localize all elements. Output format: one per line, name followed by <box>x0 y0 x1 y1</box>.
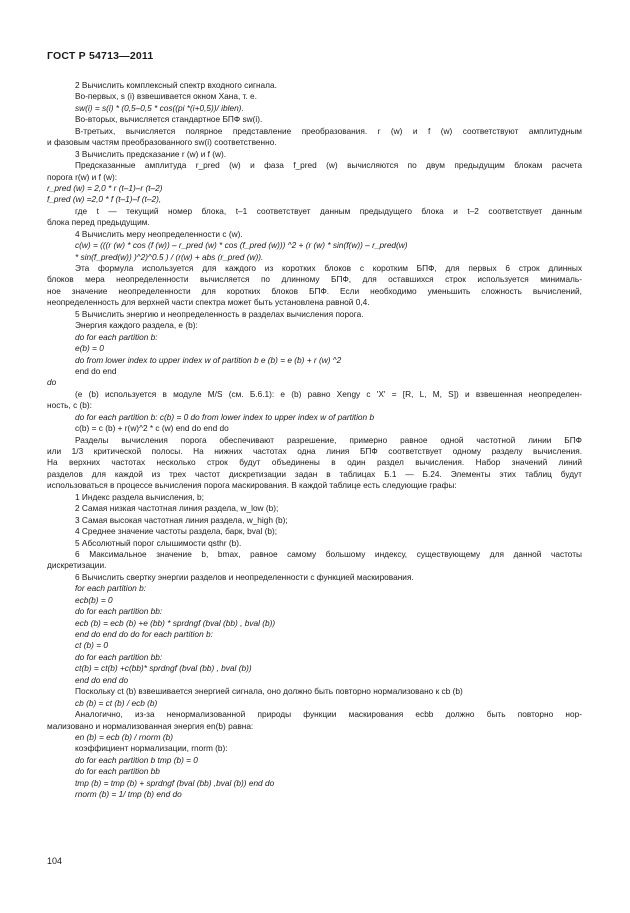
text-line: end do end do do for each partition b: <box>75 629 213 639</box>
text-line: ct(b) = ct(b) +c(bb)* sprdngf (bval (bb) , bval (b)) <box>75 663 252 674</box>
text-line: * sin(f_pred(w)) )^2)^0.5 ) / (r(w) + abs (r_pred (w)). <box>75 251 264 262</box>
text-line: Во-вторых, вычисляется стандартное БПФ sw(i). <box>75 114 263 125</box>
text-line: На верхних частотах несколько строк будут объединены в один раздел вычисления. Набор значений линий <box>47 457 582 468</box>
text-line: sw(i) = s(i) * (0,5–0,5 * cos((pi *(i+0,5))/ iblen). <box>75 102 244 113</box>
text-line: c(w) = (((r (w) * cos (f (w)) – r_pred (w) * cos (f_pred (w))) ^2 + (r (w) * sin(f(w)) – r_pred(w) <box>75 240 408 251</box>
text-line: ecb(b) = 0 <box>75 594 113 605</box>
document-body <box>47 80 582 801</box>
text-line: e(b) = 0 <box>75 343 104 354</box>
text-line: мализовано и нормализованная энергия en(b) равна: <box>47 720 254 731</box>
text-line: do for each partition b tmp (b) = 0 <box>75 754 198 765</box>
text-line: 4 Вычислить меру неопределенности c (w). <box>75 228 243 239</box>
text-line: (e (b) используется в модуле M/S (см. Б.6.1): e (b) равно Xengy с 'X' = [R, L, M, S]) и взвешенная неопределен- <box>75 388 582 399</box>
text-line: Разделы вычисления порога обеспечивают разрешение, примерно равное одной частотной линии БПФ <box>75 434 582 445</box>
text-line: 1 Индекс раздела вычисления, b; <box>75 491 204 502</box>
text-line: rnorm (b) = 1/ tmp (b) end do <box>75 789 182 800</box>
page-number: 104 <box>47 856 63 866</box>
text-line: cb (b) = ct (b) / ecb (b) <box>75 697 158 708</box>
text-line: do <box>47 377 57 388</box>
text-line: и фазовым частям преобразованного sw(i) соответственно. <box>47 137 277 148</box>
text-line: do for each partition bb: <box>75 651 163 662</box>
text-line: где t — текущий номер блока, t–1 соответствует данным предыдущего блока и t–2 соответствует данным <box>75 205 582 216</box>
text-line: end do end <box>75 365 117 376</box>
text-line: 2 Вычислить комплексный спектр входного сигнала. <box>75 80 277 90</box>
text-line: c(b) = c (b) + r(w)^2 * c (w) end do end do <box>75 423 229 434</box>
text-line: do for each partition bb: <box>75 606 163 617</box>
text-line: do from lower index to upper index w of partition b e (b) = e (b) + r (w) ^2 <box>75 354 342 365</box>
text-line: do for each partition b: <box>75 331 158 342</box>
text-line: неопределенность для верхней части спектра может быть установлена равной 0,4. <box>47 297 370 308</box>
text-line: блоков мера неопределенности вычисляется по длинному БПФ, для оставшихся строк используется минималь- <box>47 274 582 285</box>
text-line: do for each partition bb <box>75 766 160 777</box>
text-line: 5 Вычислить энергию и неопределенность в разделах вычисления порога. <box>75 308 364 319</box>
text-line: использоваться в процессе вычисления порога маскирования. В каждой таблице есть следующие графы: <box>47 480 457 491</box>
text-line: 6 Вычислить свертку энергии разделов и неопределенности с функцией маскирования. <box>75 571 414 582</box>
text-line: ct (b) = 0 <box>75 640 108 651</box>
text-line: В-третьих, вычисляется полярное представление преобразования. r (w) и f (w) соответствуют амплитудным <box>75 125 582 136</box>
standard-header: ГОСТ Р 54713—2011 <box>47 50 154 62</box>
text-line: for each partition b: <box>75 583 147 594</box>
text-line: Энергия каждого раздела, e (b): <box>75 320 198 331</box>
text-line: tmp (b) = tmp (b) + sprdngf (bval (bb) ,bval (b)) end do <box>75 777 275 788</box>
text-line: f_pred (w) =2,0 * f (t–1)–f (t–2), <box>47 194 162 205</box>
text-line: порога r(w) и f (w): <box>47 171 118 182</box>
text-line: 4 Среднее значение частоты раздела, барк, bval (b); <box>75 526 278 537</box>
text-line: Во-первых, s (i) взвешивается окном Хана, т. е. <box>75 91 257 102</box>
text-line: en (b) = ecb (b) / rnorm (b) <box>75 731 173 742</box>
text-line: коэффициент нормализации, rnorm (b): <box>75 743 228 754</box>
text-line: Поскольку ct (b) взвешивается энергией сигнала, оно должно быть повторно нормализовано к cb (b) <box>75 686 463 697</box>
text-line: 3 Вычислить предсказание r (w) и f (w). <box>75 148 227 159</box>
text-line: или 1/3 критической полосы. На нижних частотах одна линия БПФ соответствует одному разделу вычисления. <box>47 446 582 456</box>
text-line: ное значение неопределенности для коротких блоков БПФ. Если необходимо уменьшить сложность вычислений, <box>47 285 582 296</box>
text-line: end do end do <box>75 674 129 685</box>
text-line: 5 Абсолютный порог слышимости qsthr (b). <box>75 537 242 548</box>
text-line: ecb (b) = ecb (b) +e (bb) * sprdngf (bval (bb) , bval (b)) <box>75 617 276 628</box>
text-line: дискретизации. <box>47 560 107 571</box>
text-line: 6 Максимальное значение b, bmax, равное самому большому индексу, существующему для данной частоты <box>75 548 582 559</box>
text-line: Эта формула используется для каждого из коротких блоков с коротким БПФ, для первых 6 строк длинных <box>75 263 582 273</box>
text-line: блока перед предыдущим. <box>47 217 150 228</box>
text-line: разделов для каждой из трех частот дискретизации задан в таблицах Б.1 — Б.24. Элементы этих таблиц будут <box>47 468 582 479</box>
text-line: Аналогично, из-за ненормализованной природы функции маскирования ecbb должно быть повторно нор- <box>75 709 582 720</box>
text-line: r_pred (w) = 2,0 * r (t–1)–r (t–2) <box>47 182 163 193</box>
text-line: ность, c (b): <box>47 400 92 411</box>
text-line: 3 Самая высокая частотная линия раздела, w_high (b); <box>75 514 288 525</box>
text-line: Предсказанные амплитуда r_pred (w) и фаза f_pred (w) вычисляются по двум предыдущим блокам расчета <box>75 160 582 171</box>
text-line: 2 Самая низкая частотная линия раздела, w_low (b); <box>75 503 279 514</box>
text-line: do for each partition b: c(b) = 0 do from lower index to upper index w of partition b <box>75 411 375 422</box>
